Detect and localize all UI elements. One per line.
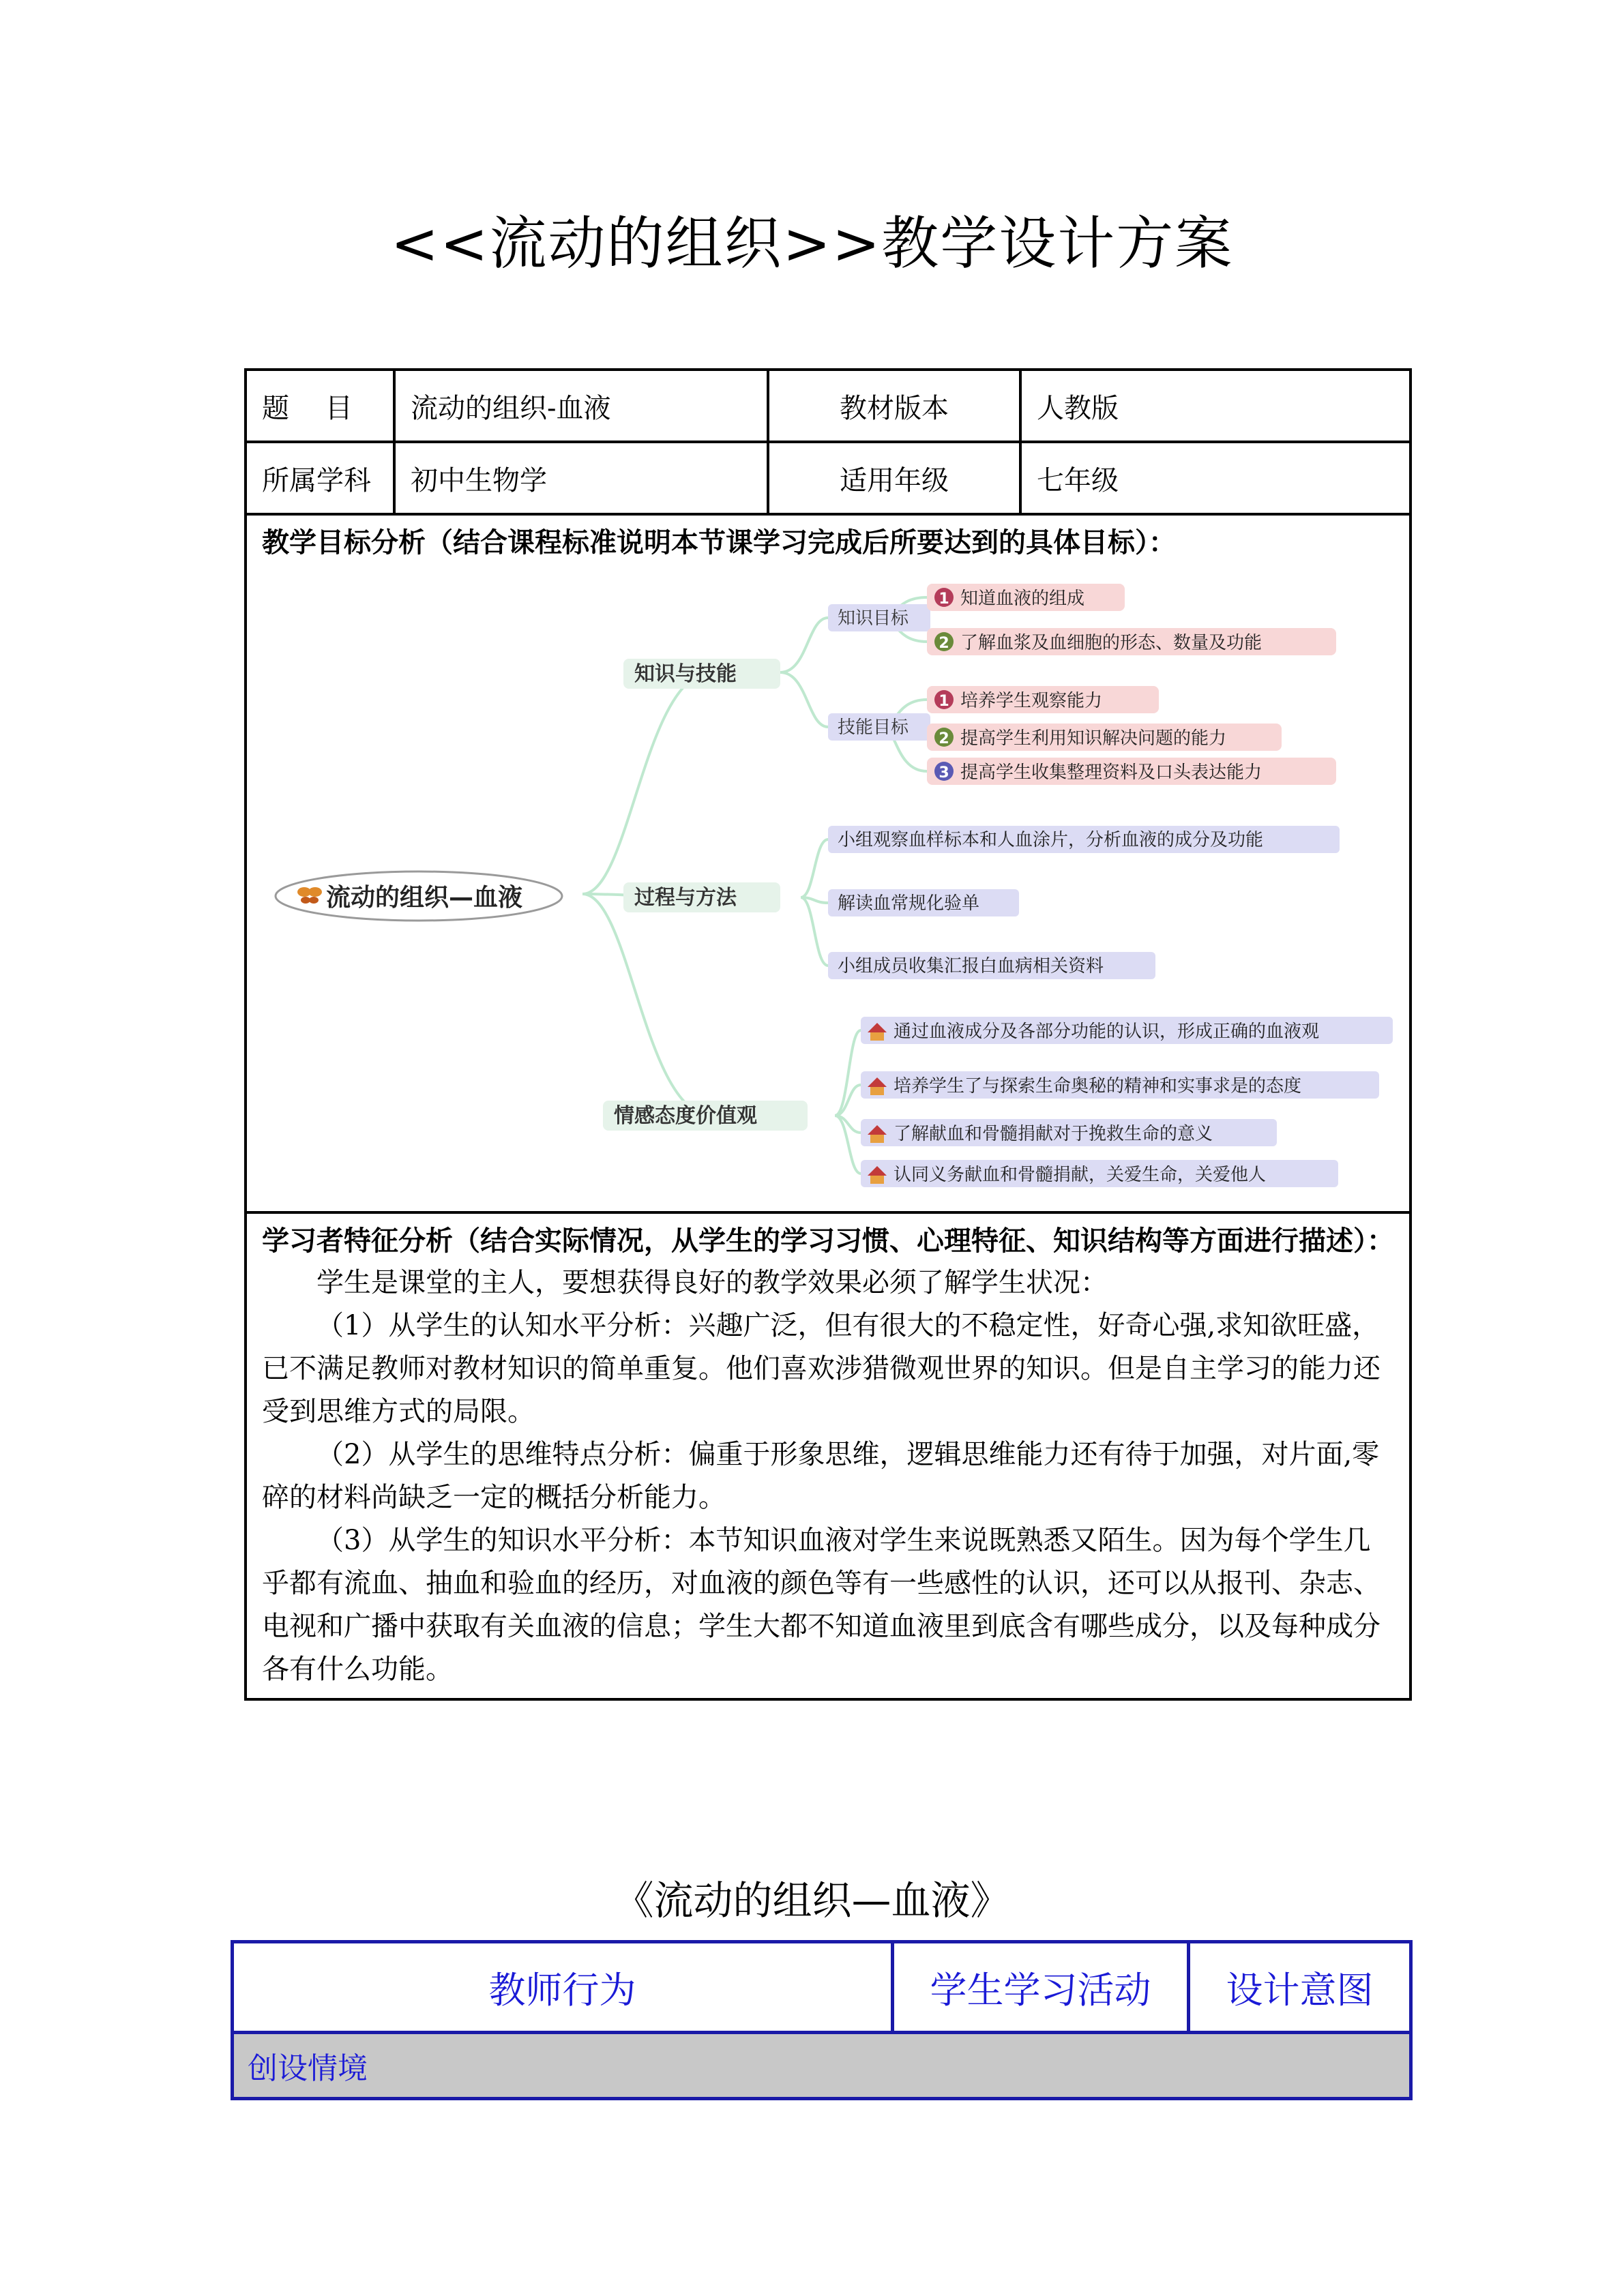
process-item [828, 889, 1019, 916]
knowledge-item [927, 584, 1125, 611]
subject-label: 所属学科 [246, 442, 394, 514]
attitude-item-text: 了解献血和骨髓捐献对于挽救生命的意义 [894, 1124, 1213, 1144]
knowledge-item-number: 1 [939, 591, 949, 608]
info-table [244, 368, 1412, 1701]
knowledge-goal-label: 知识目标 [838, 608, 909, 629]
knowledge-item-number: 2 [939, 635, 949, 652]
knowledge-item [927, 628, 1336, 655]
objectives-row [246, 514, 1411, 1212]
attitude-item [861, 1119, 1277, 1146]
process-item-text: 解读血常规化验单 [838, 893, 980, 914]
skill-item [927, 686, 1159, 713]
branch-process-methods-label: 过程与方法 [634, 886, 737, 910]
knowledge-item-text: 了解血浆及血细胞的形态、数量及功能 [960, 633, 1263, 653]
edition-value: 人教版 [1020, 370, 1411, 442]
branch-process-methods [623, 882, 780, 912]
skill-item-number: 1 [939, 693, 949, 710]
skill-item-number: 3 [939, 764, 949, 781]
edition-label: 教材版本 [768, 370, 1020, 442]
col-student-header: 学生学习活动 [893, 1942, 1189, 2033]
attitude-item [861, 1071, 1379, 1099]
process-item [828, 952, 1155, 979]
skill-item-text: 提高学生收集整理资料及口头表达能力 [960, 762, 1263, 783]
plan-stage-row [233, 2033, 1411, 2099]
learners-heading: 学习者特征分析（结合实际情况，从学生的学习习惯、心理特征、知识结构等方面进行描述）： [262, 1225, 1394, 1257]
learners-row [246, 1212, 1411, 1699]
document-title: <<流动的组织>>教学设计方案 [390, 210, 1234, 277]
learners-paragraph: （2）从学生的思维特点分析：偏重于形象思维，逻辑思维能力还有待于加强，对片面,零碎的材料尚缺乏一定的概括分析能力。 [262, 1439, 1380, 1513]
skill-goal-label: 技能目标 [838, 717, 909, 738]
node-knowledge-goal [828, 604, 930, 631]
mindmap-root-label: 流动的组织—血液 [326, 884, 523, 912]
attitude-item [861, 1160, 1338, 1187]
process-item [828, 826, 1340, 853]
col-intent-header: 设计意图 [1189, 1942, 1411, 2033]
topic-value: 流动的组织-血液 [394, 370, 768, 442]
learners-paragraph: 已不满足教师对教材知识的简单重复。他们喜欢涉猎微观世界的知识。但是自主学习的能力还受到思维方式的局限。 [262, 1353, 1381, 1427]
objectives-heading: 教学目标分析（结合课程标准说明本节课学习完成后所要达到的具体目标）： [262, 527, 1176, 558]
objectives-cell [246, 514, 1411, 1212]
objectives-mindmap [262, 563, 1394, 1204]
attitude-item-text: 认同义务献血和骨髓捐献，关爱生命，关爱他人 [894, 1165, 1267, 1185]
plan-header-row [233, 1942, 1411, 2033]
skill-item [927, 724, 1282, 751]
process-item-text: 小组成员收集汇报白血病相关资料 [838, 956, 1104, 976]
grade-label: 适用年级 [768, 442, 1020, 514]
branch-knowledge-skills [623, 659, 780, 689]
grade-value: 七年级 [1020, 442, 1411, 514]
col-teacher-header: 教师行为 [233, 1942, 893, 2033]
mindmap-root [276, 871, 562, 921]
topic-label: 题 目 [246, 370, 394, 442]
skill-item-text: 培养学生观察能力 [960, 691, 1103, 711]
plan-subtitle: 《流动的组织—血液》 [614, 1877, 1010, 1924]
attitude-item-text: 培养学生了与探索生命奥秘的精神和实事求是的态度 [894, 1076, 1302, 1097]
node-skill-goal [828, 713, 930, 741]
info-row-subject [246, 442, 1411, 514]
info-row-topic [246, 370, 1411, 442]
branch-attitude-values-label: 情感态度价值观 [614, 1104, 757, 1128]
process-item-text: 小组观察血样标本和人血涂片，分析血液的成分及功能 [838, 830, 1264, 850]
subject-value: 初中生物学 [394, 442, 768, 514]
branch-attitude-values [603, 1101, 808, 1131]
branch-knowledge-skills-label: 知识与技能 [634, 662, 737, 686]
learners-paragraph: 学生是课堂的主人，要想获得良好的教学效果必须了解学生状况： [316, 1267, 1108, 1298]
attitude-item [861, 1017, 1393, 1044]
plan-table [231, 1940, 1413, 2100]
skill-item-number: 2 [939, 730, 949, 747]
learners-paragraph: （3）从学生的知识水平分析：本节知识血液对学生来说既熟悉又陌生。因为每个学生几乎都有流血、抽血和验血的经历，对血液的颜色等有一些感性的认识，还可以从报刊、杂志、电视和广播中获取有关血液的信息；学生大都不知道血液里到底含有哪些成分，以及每种成分各有什么功能。 [262, 1525, 1381, 1685]
stage-create-situation: 创设情境 [233, 2033, 1411, 2099]
knowledge-item-text: 知道血液的组成 [960, 588, 1085, 609]
attitude-item-text: 通过血液成分及各部分功能的认识，形成正确的血液观 [894, 1022, 1320, 1042]
skill-item-text: 提高学生利用知识解决问题的能力 [960, 728, 1227, 749]
learners-paragraph: （1）从学生的认知水平分析：兴趣广泛，但有很大的不稳定性，好奇心强,求知欲旺盛， [316, 1310, 1380, 1341]
learners-cell [246, 1212, 1411, 1699]
skill-item [927, 758, 1336, 785]
